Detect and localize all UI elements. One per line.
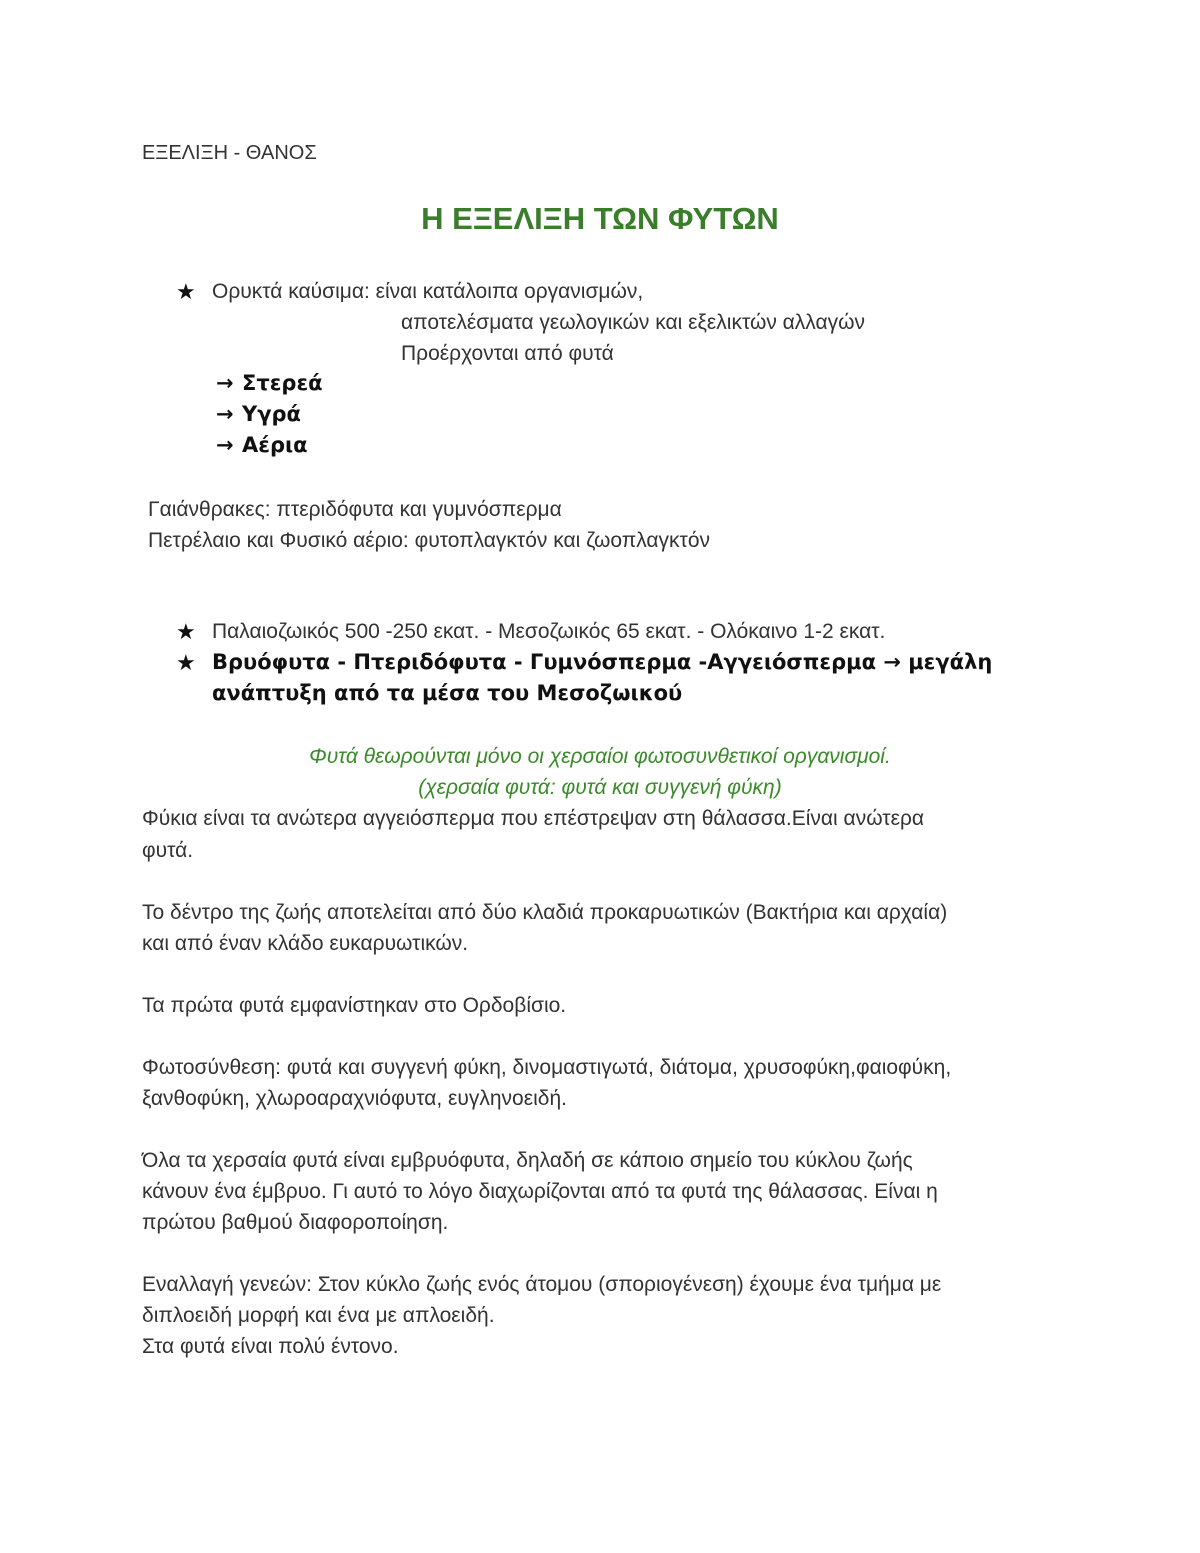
paragraph-first-plants: Τα πρώτα φυτά εμφανίστηκαν στο Ορδοβίσιο. [142,994,567,1017]
star-bullet-icon: ★ [176,279,196,304]
paragraph-alternation: Εναλλαγή γενεών: Στον κύκλο ζωής ενός άτομου (σποριογένεση) έχουμε ένα τμήμα με [142,1273,942,1296]
coal-line: Γαιάνθρακες: πτεριδόφυτα και γυμνόσπερμα [148,498,562,521]
paragraph-tree-of-life-2: και από έναν κλάδο ευκαρυωτικών. [142,932,469,955]
document-header: ΕΞΕΛΙΞΗ - ΘΑΝΟΣ [142,142,317,164]
definition-line: Φυτά θεωρούνται μόνο οι χερσαίοι φωτοσυνθετικοί οργανισμοί. [309,745,891,768]
paragraph-photosynthesis-2: ξανθοφύκη, χλωροαραχνιόφυτα, ευγληνοειδή. [142,1087,567,1110]
list-item-gas: → Αέρια [216,433,308,457]
page-title: Η ΕΞΕΛΙΞΗ ΤΩΝ ΦΥΤΩΝ [421,201,779,236]
paragraph-embryophytes-3: πρώτου βαθμού διαφοροποίηση. [142,1211,449,1234]
paragraph-embryophytes-2: κάνουν ένα έμβρυο. Γι αυτό το λόγο διαχωρίζονται από τα φυτά της θάλασσας. Είναι η [142,1180,938,1203]
definition-line-2: (χερσαία φυτά: φυτά και συγγενή φύκη) [418,776,782,799]
oil-line: Πετρέλαιο και Φυσικό αέριο: φυτοπλαγκτόν και ζωοπλαγκτόν [148,529,711,552]
paragraph-alternation-2: διπλοειδή μορφή και ένα με απλοειδή. [142,1304,495,1327]
arrow-right-icon: → [216,371,234,395]
paragraph-algae-2: φυτά. [142,839,194,862]
fossil-fuels-line-2: αποτελέσματα γεωλογικών και εξελικτών αλλαγών [401,311,866,334]
plant-groups-line: Βρυόφυτα - Πτεριδόφυτα - Γυμνόσπερμα -Αγγειόσπερμα → μεγάλη [212,650,993,674]
star-bullet-icon: ★ [176,650,196,675]
list-item-liquid: → Υγρά [216,402,301,426]
plant-groups-line-2: ανάπτυξη από τα μέσα του Μεσοζωικού [212,681,683,705]
arrow-right-icon: → [216,402,234,426]
paragraph-embryophytes: Όλα τα χερσαία φυτά είναι εμβρυόφυτα, δηλαδή σε κάποιο σημείο του κύκλου ζωής [142,1149,913,1172]
paragraph-tree-of-life: Το δέντρο της ζωής αποτελείται από δύο κλαδιά προκαρυωτικών (Βακτήρια και αρχαία) [142,901,948,924]
eras-line: Παλαιοζωικός 500 -250 εκατ. - Μεσοζωικός 65 εκατ. - Ολόκαινο 1-2 εκατ. [212,620,886,643]
fossil-fuels-line-3: Προέρχονται από φυτά [401,342,614,365]
arrow-right-icon: → [216,433,234,457]
star-bullet-icon: ★ [176,619,196,644]
list-item-solid: → Στερεά [216,371,323,395]
paragraph-alternation-3: Στα φυτά είναι πολύ έντονο. [142,1335,399,1358]
fossil-fuels-line: Ορυκτά καύσιμα: είναι κατάλοιπα οργανισμών, [212,280,644,303]
paragraph-algae: Φύκια είναι τα ανώτερα αγγειόσπερμα που επέστρεψαν στη θάλασσα.Είναι ανώτερα [142,807,925,830]
paragraph-photosynthesis: Φωτοσύνθεση: φυτά και συγγενή φύκη, δινομαστιγωτά, διάτομα, χρυσοφύκη,φαιοφύκη, [142,1056,952,1079]
